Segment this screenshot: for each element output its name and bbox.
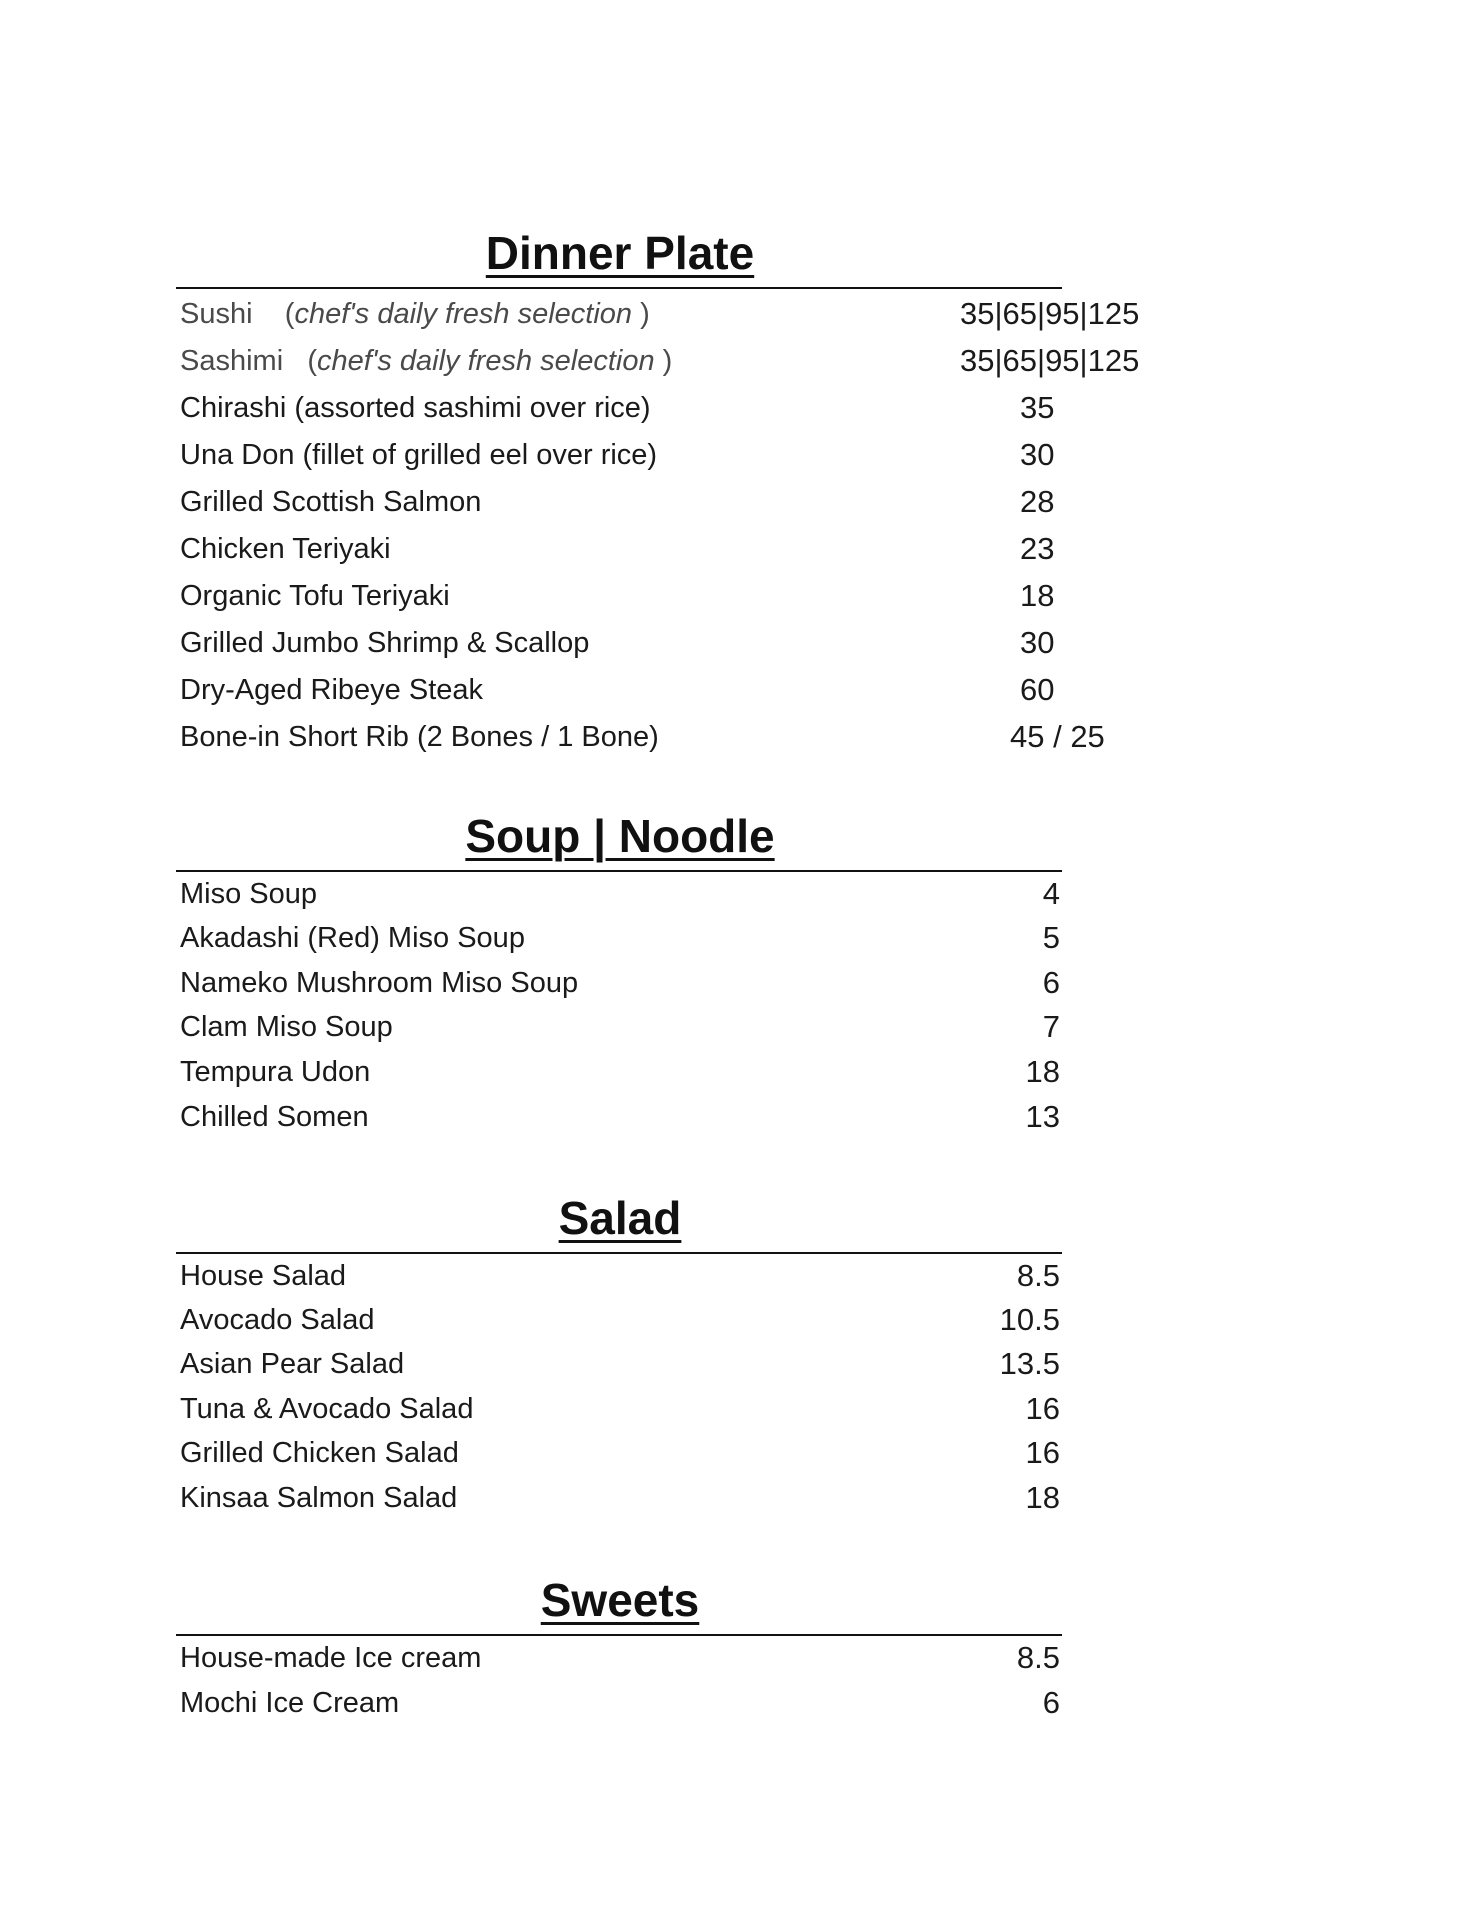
item-name: Bone-in Short Rib (2 Bones / 1 Bone) <box>180 721 659 753</box>
item-name: Mochi Ice Cream <box>180 1687 400 1719</box>
item-name: Dry-Aged Ribeye Steak <box>180 674 484 706</box>
menu-item <box>180 1050 1060 1094</box>
item-price: 45 / 25 <box>1010 719 1105 754</box>
menu-item <box>180 961 1060 1005</box>
item-note: chef's daily fresh selection <box>317 345 655 377</box>
menu-item <box>180 1095 1060 1139</box>
menu-item <box>180 1681 1060 1725</box>
menu-item <box>180 1431 1060 1475</box>
dinner-plate-heading: Dinner Plate <box>485 227 755 279</box>
menu-item <box>180 1298 1060 1342</box>
menu-item <box>180 872 1060 916</box>
item-name: Clam Miso Soup <box>180 1011 393 1043</box>
item-name: House-made Ice cream <box>180 1642 482 1674</box>
item-price: 8.5 <box>1016 1640 1060 1675</box>
item-name: Chicken Teriyaki <box>180 533 391 565</box>
item-price: 35|65|95|125 <box>960 343 1140 378</box>
menu-item <box>180 1636 1060 1680</box>
soup-noodle-heading: Soup | Noodle <box>465 810 775 862</box>
item-price: 6 <box>1042 1685 1060 1720</box>
item-price: 6 <box>1042 965 1060 1000</box>
item-name: Grilled Jumbo Shrimp & Scallop <box>180 627 590 659</box>
item-note: chef's daily fresh selection <box>294 298 633 330</box>
sweets-heading: Sweets <box>540 1574 700 1626</box>
item-price: 10.5 <box>999 1302 1060 1337</box>
item-name: Una Don (fillet of grilled eel over rice) <box>180 439 658 471</box>
menu-item <box>180 1476 1060 1520</box>
menu-item <box>180 1254 1060 1298</box>
item-name: House Salad <box>180 1260 347 1292</box>
item-price: 16 <box>1025 1435 1060 1470</box>
item-name: Chilled Somen <box>180 1101 369 1133</box>
item-name: Sashimi <box>180 345 284 377</box>
item-name: Miso Soup <box>180 878 318 910</box>
item-price: 30 <box>1020 625 1055 660</box>
item-name: Chirashi (assorted sashimi over rice) <box>180 392 651 424</box>
item-name: Nameko Mushroom Miso Soup <box>180 967 579 999</box>
menu-item <box>180 1387 1060 1431</box>
item-name: Akadashi (Red) Miso Soup <box>180 922 525 954</box>
menu-item <box>180 1342 1060 1386</box>
salad-heading: Salad <box>558 1192 682 1244</box>
menu-item <box>180 1005 1060 1049</box>
item-price: 18 <box>1025 1480 1060 1515</box>
item-price: 28 <box>1020 484 1055 519</box>
item-price: 8.5 <box>1016 1258 1060 1293</box>
item-price: 13 <box>1025 1099 1060 1134</box>
item-name: Kinsaa Salmon Salad <box>180 1482 458 1514</box>
item-price: 35|65|95|125 <box>960 296 1140 331</box>
item-price: 7 <box>1042 1009 1060 1044</box>
item-name: Organic Tofu Teriyaki <box>180 580 450 612</box>
item-name: Tempura Udon <box>180 1056 371 1088</box>
item-price: 16 <box>1025 1391 1060 1426</box>
item-price: 60 <box>1020 672 1055 707</box>
item-name: Avocado Salad <box>180 1304 375 1336</box>
dinner-plate-rule <box>176 287 1062 289</box>
item-price: 30 <box>1020 437 1055 472</box>
item-name: Asian Pear Salad <box>180 1348 405 1380</box>
item-price: 13.5 <box>999 1346 1060 1381</box>
item-price: 18 <box>1020 578 1055 613</box>
item-price: 23 <box>1020 531 1055 566</box>
item-name: Grilled Scottish Salmon <box>180 486 482 518</box>
item-name: Sushi <box>180 298 253 330</box>
item-name: Grilled Chicken Salad <box>180 1437 459 1469</box>
item-price: 5 <box>1042 920 1060 955</box>
item-price: 18 <box>1025 1054 1060 1089</box>
item-price: 4 <box>1042 876 1060 911</box>
item-name: Tuna & Avocado Salad <box>180 1393 474 1425</box>
menu-item <box>180 916 1060 960</box>
